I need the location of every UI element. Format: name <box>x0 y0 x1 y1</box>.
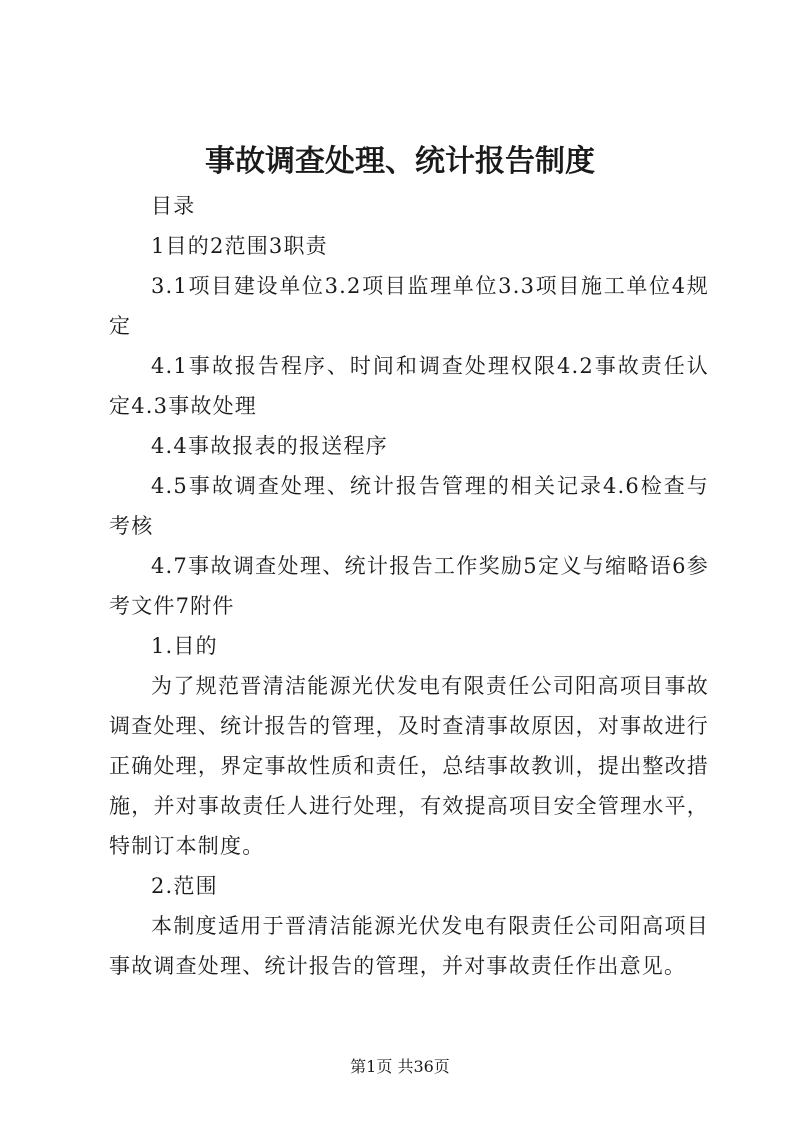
toc-line-5: 4.5事故调查处理、统计报告管理的相关记录4.6检查与考核 <box>109 474 709 538</box>
toc-line-6: 4.7事故调查处理、统计报告工作奖励5定义与缩略语6参考文件7附件 <box>109 554 709 618</box>
section-heading-purpose: 1.目的 <box>151 634 218 658</box>
toc-line-4: 4.4事故报表的报送程序 <box>151 434 388 458</box>
page-footer: 第1页 共36页 <box>350 1057 450 1076</box>
toc-line-3: 4.1事故报告程序、时间和调查处理权限4.2事故责任认定4.3事故处理 <box>109 354 709 418</box>
section-body-purpose: 为了规范晋清洁能源光伏发电有限责任公司阳高项目事故调查处理、统计报告的管理，及时查清事故原因，对事故进行正确处理，界定事故性质和责任，总结事故教训，提出整改措施，并对事故责任人进行处理，有效提高项目安全管理水平，特制订本制度。 <box>109 674 709 858</box>
section-heading-scope: 2.范围 <box>151 874 218 898</box>
section-body-scope: 本制度适用于晋清洁能源光伏发电有限责任公司阳高项目事故调查处理、统计报告的管理，并对事故责任作出意见。 <box>109 914 709 978</box>
toc-heading: 目录 <box>151 194 196 218</box>
toc-line-1: 1目的2范围3职责 <box>151 234 328 258</box>
document-title: 事故调查处理、统计报告制度 <box>205 144 595 179</box>
toc-line-2: 3.1项目建设单位3.2项目监理单位3.3项目施工单位4规定 <box>109 274 709 338</box>
